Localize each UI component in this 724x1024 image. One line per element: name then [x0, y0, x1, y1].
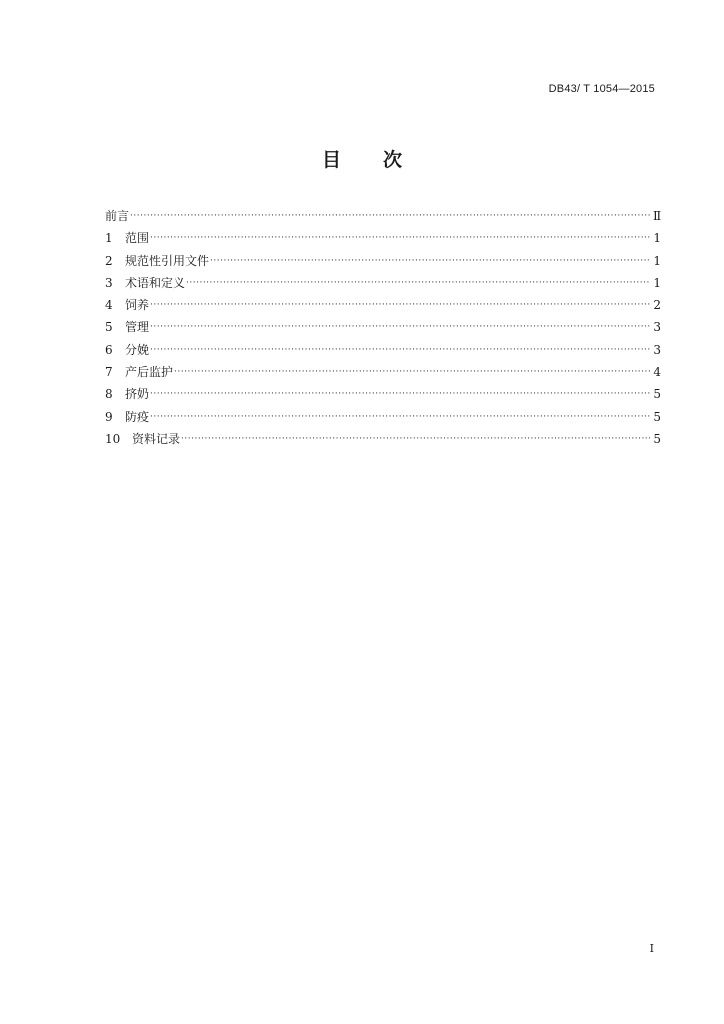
toc-dot-leader: [181, 428, 650, 450]
toc-entry-1[interactable]: [105, 227, 661, 249]
toc-entry-number: 5: [105, 320, 113, 335]
toc-entry-label: 范围: [125, 231, 150, 246]
toc-entry-page: 5: [653, 409, 661, 424]
toc-entry-number: 3: [105, 275, 113, 290]
toc-entry-page: 2: [653, 298, 661, 313]
toc-dot-leader: [150, 383, 650, 405]
toc-entry-number: 1: [105, 231, 113, 246]
toc-entry-label: 产后监护: [125, 365, 174, 380]
toc-entry-8[interactable]: [105, 383, 661, 405]
toc-entry-4[interactable]: [105, 294, 661, 316]
toc-entry-label: 管理: [125, 320, 150, 335]
toc-entry-number: 10: [105, 431, 121, 446]
toc-dot-leader: [186, 272, 650, 294]
toc-entry-number: 2: [105, 253, 113, 268]
toc-entry-page: 3: [653, 342, 661, 357]
toc-dot-leader: [150, 406, 650, 428]
page-number: I: [649, 942, 654, 955]
table-of-contents: [105, 205, 661, 450]
toc-entry-3[interactable]: [105, 272, 661, 294]
toc-dot-leader: [174, 361, 650, 383]
toc-entry-foreword[interactable]: [105, 205, 661, 227]
toc-entry-number: 7: [105, 365, 113, 380]
toc-dot-leader: [150, 316, 650, 338]
toc-dot-leader: [210, 250, 650, 272]
toc-entry-label: 术语和定义: [125, 275, 186, 290]
toc-entry-2[interactable]: [105, 250, 661, 272]
toc-entry-6[interactable]: [105, 339, 661, 361]
toc-entry-number: 6: [105, 342, 113, 357]
toc-entry-page: 5: [653, 431, 661, 446]
toc-entry-label: 分娩: [125, 342, 150, 357]
toc-entry-label: 前言: [105, 209, 130, 223]
toc-entry-label: 规范性引用文件: [125, 253, 210, 268]
toc-entry-9[interactable]: [105, 406, 661, 428]
toc-entry-number: 8: [105, 387, 113, 402]
toc-entry-label: 挤奶: [125, 387, 150, 402]
toc-entry-page: 3: [653, 320, 661, 335]
toc-entry-page: Ⅱ: [653, 209, 662, 223]
document-code: DB43/ T 1054—2015: [548, 83, 655, 95]
toc-dot-leader: [150, 227, 650, 249]
toc-entry-page: 5: [653, 387, 661, 402]
toc-dot-leader: [150, 294, 650, 316]
toc-entry-label: 饲养: [125, 298, 150, 313]
toc-entry-label: 防疫: [125, 409, 150, 424]
toc-entry-10[interactable]: [105, 428, 661, 450]
toc-entry-number: 4: [105, 298, 113, 313]
toc-title-char-2: 次: [383, 149, 403, 171]
toc-entry-page: 1: [653, 231, 661, 246]
toc-dot-leader: [150, 339, 650, 361]
toc-entry-7[interactable]: [105, 361, 661, 383]
toc-entry-label: 资料记录: [132, 431, 181, 446]
toc-entry-page: 4: [653, 365, 661, 380]
toc-dot-leader: [130, 205, 650, 227]
toc-entry-5[interactable]: [105, 316, 661, 338]
toc-title: [0, 145, 724, 172]
toc-entry-page: 1: [653, 275, 661, 290]
toc-entry-page: 1: [653, 253, 661, 268]
toc-entry-number: 9: [105, 409, 113, 424]
toc-title-char-1: 目: [321, 149, 341, 171]
